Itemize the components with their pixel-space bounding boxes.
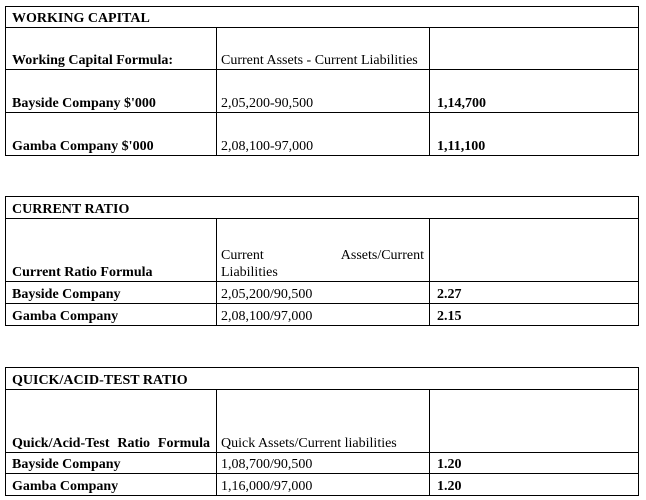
result-value: 1.20 [437, 479, 462, 494]
table-row [6, 304, 638, 325]
calculation: 2,08,100/97,000 [217, 304, 430, 325]
company-label: Bayside Company [6, 453, 217, 473]
working-capital-formula: Current Assets - Current Liabilities [217, 28, 430, 69]
result-value: 2.27 [437, 287, 462, 302]
calculation: 2,05,200-90,500 [217, 70, 430, 112]
company-label: Bayside Company $'000 [6, 70, 217, 112]
calculation: 1,08,700/90,500 [217, 453, 430, 473]
current-ratio-formula: Current Assets/Current Liabilities [217, 219, 430, 281]
table-row [6, 390, 638, 453]
calculation: 2,05,200/90,500 [217, 282, 430, 303]
result-value: 1,14,700 [437, 96, 486, 111]
table-row [6, 70, 638, 113]
quick-ratio-formula-result [430, 390, 638, 452]
calculation: 2,08,100-97,000 [217, 113, 430, 155]
quick-ratio-title: QUICK/ACID-TEST RATIO [6, 368, 638, 390]
working-capital-formula-result [430, 28, 638, 69]
table-row [6, 219, 638, 282]
quick-ratio-formula-label: Quick/Acid-Test Ratio Formula [6, 390, 217, 452]
table-row [6, 453, 638, 474]
table-row [6, 28, 638, 70]
company-label: Gamba Company [6, 304, 217, 325]
quick-ratio-table [5, 367, 639, 496]
result-value: 2.15 [437, 309, 462, 324]
calculation: 1,16,000/97,000 [217, 474, 430, 495]
current-ratio-formula-label: Current Ratio Formula [6, 219, 217, 281]
table-row [6, 282, 638, 304]
table-row [6, 474, 638, 495]
current-ratio-table [5, 196, 639, 326]
working-capital-table [5, 6, 639, 156]
table-row [6, 113, 638, 155]
result-value: 1.20 [437, 457, 462, 472]
company-label: Gamba Company [6, 474, 217, 495]
current-ratio-formula-result [430, 219, 638, 281]
company-label: Gamba Company $'000 [6, 113, 217, 155]
working-capital-title: WORKING CAPITAL [6, 7, 638, 28]
current-ratio-title: CURRENT RATIO [6, 197, 638, 219]
quick-ratio-formula: Quick Assets/Current liabilities [217, 390, 430, 452]
company-label: Bayside Company [6, 282, 217, 303]
result-value: 1,11,100 [437, 139, 486, 154]
working-capital-formula-label: Working Capital Formula: [6, 28, 217, 69]
